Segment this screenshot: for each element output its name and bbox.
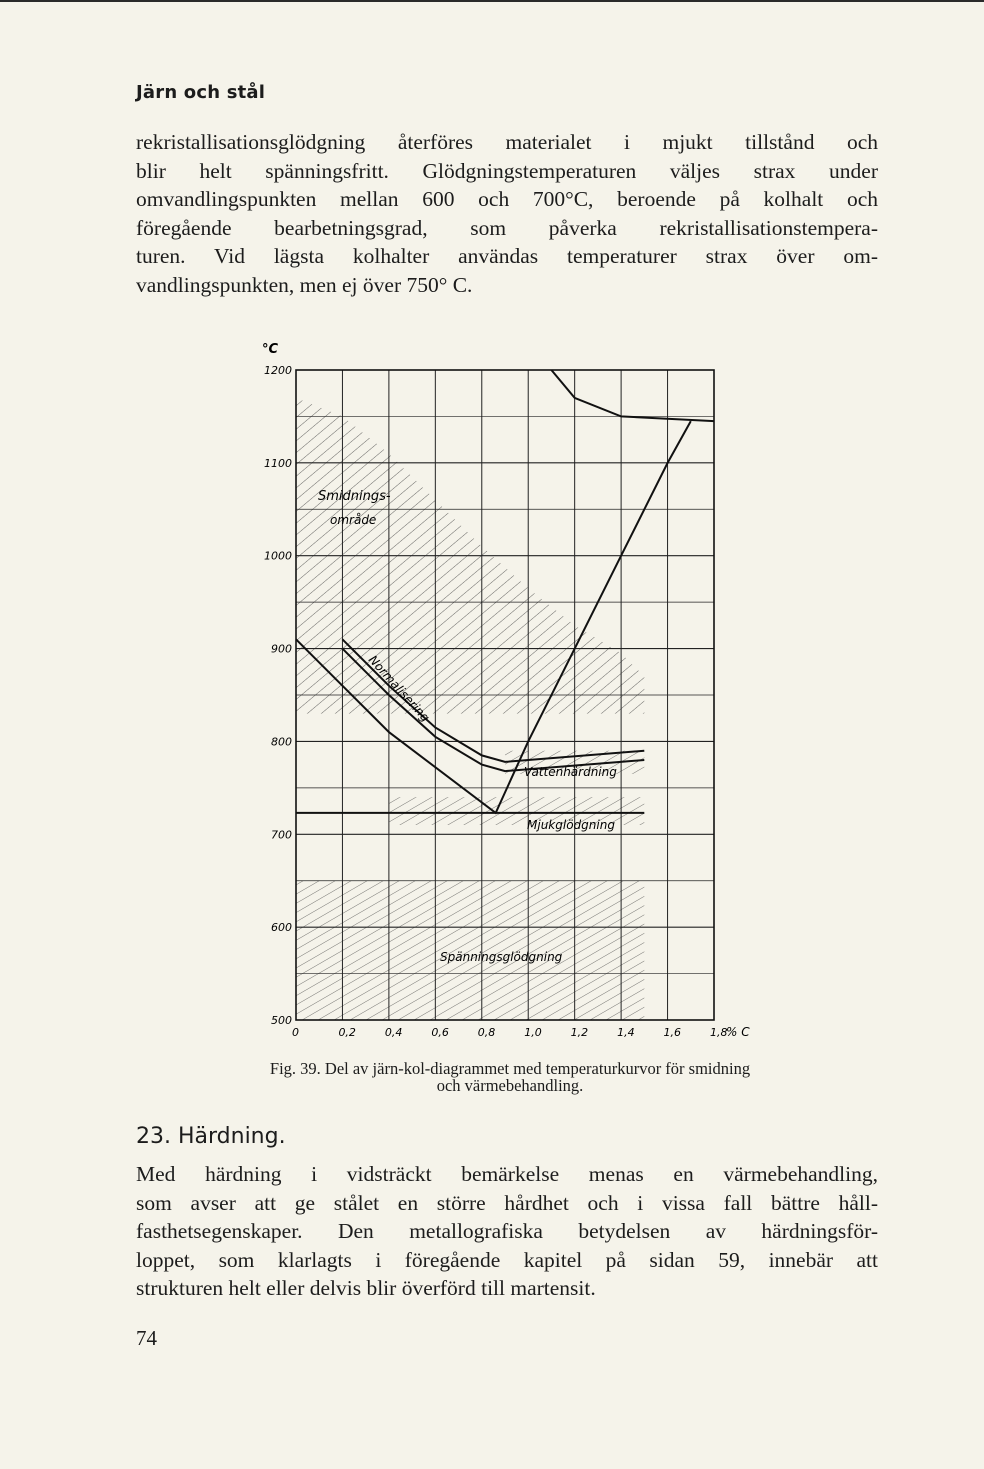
figure-caption	[190, 1060, 830, 1094]
running-head: Järn och stål	[136, 82, 266, 103]
y-tick-label: 1200	[264, 364, 292, 377]
text-line: omvandlingspunkten mellan 600 och 700°C, beroende på kolhalt och	[136, 187, 878, 212]
x-tick-label: 0,2	[338, 1026, 356, 1039]
y-tick-label: 1100	[264, 456, 292, 470]
label-smidning-1: Smidnings-	[318, 489, 391, 504]
x-tick-label: 0,6	[431, 1026, 449, 1039]
label-spanningsglodgning: Spänningsglödgning	[440, 950, 563, 964]
y-tick-label: 600	[271, 921, 292, 935]
paragraph-1	[136, 128, 878, 300]
x-tick-label: 1,0	[524, 1026, 542, 1039]
text-line: loppet, som klarlagts i föregående kapitel på sidan 59, innebär att	[136, 1247, 878, 1272]
text-line: vandlingspunkten, men ej över 750° C.	[136, 272, 473, 297]
text-line: turen. Vid lägsta kolhalter användas temperaturer strax över om-	[136, 244, 878, 269]
y-tick-label: 800	[271, 735, 292, 749]
page-number: 74	[136, 1326, 157, 1350]
caption-line: och värmebehandling.	[436, 1076, 584, 1095]
x-tick-label: 1,2	[570, 1026, 589, 1039]
label-normalisering: Normalisering	[365, 652, 433, 725]
x-tick-label: 0	[292, 1026, 299, 1039]
curve-solidus	[551, 370, 714, 421]
text-line: strukturen helt eller delvis blir överförd till martensit.	[136, 1276, 596, 1301]
section-heading: 23. Härdning.	[136, 1124, 286, 1149]
x-tick-label: 1,6	[663, 1026, 682, 1039]
y-tick-label: 500	[271, 1014, 292, 1027]
caption-line: Fig. 39. Del av järn-kol-diagrammet med temperaturkurvor för smidning	[269, 1059, 751, 1078]
y-tick-label: 700	[271, 828, 292, 842]
label-smidning-2: område	[330, 513, 377, 527]
text-line: blir helt spänningsfritt. Glödgningstemperaturen väljes strax under	[136, 158, 878, 183]
text-line: som avser att ge stålet en större hårdhet och i vissa fall bättre håll-	[136, 1190, 878, 1215]
y-tick-label: 1000	[264, 549, 292, 563]
text-line: föregående bearbetningsgrad, som påverka rekristallisationstempera-	[136, 215, 878, 240]
text-line: Med härdning i vidsträckt bemärkelse menas en värmebehandling,	[136, 1162, 878, 1186]
y-tick-label: 900	[271, 642, 292, 656]
iron-carbon-diagram	[240, 335, 780, 1055]
label-mjukglodgning: Mjukglödgning	[527, 818, 615, 832]
top-rule	[0, 0, 984, 2]
paragraph-2	[136, 1160, 878, 1303]
chart-svg	[240, 335, 780, 1055]
x-axis-unit: % C	[726, 1025, 750, 1039]
text-line: rekristallisationsglödgning återföres materialet i mjukt tillstånd och	[136, 130, 878, 154]
label-vattenhardning: Vattenhärdning	[524, 765, 617, 779]
x-tick-label: 0,8	[477, 1026, 496, 1039]
x-tick-label: 0,4	[384, 1026, 403, 1039]
x-tick-label: 1,4	[617, 1026, 635, 1039]
y-axis-unit: °C	[262, 342, 279, 357]
text-line: fasthetsegenskaper. Den metallografiska betydelsen av härdningsför-	[136, 1219, 878, 1244]
x-tick-label: 1,8	[710, 1026, 728, 1039]
